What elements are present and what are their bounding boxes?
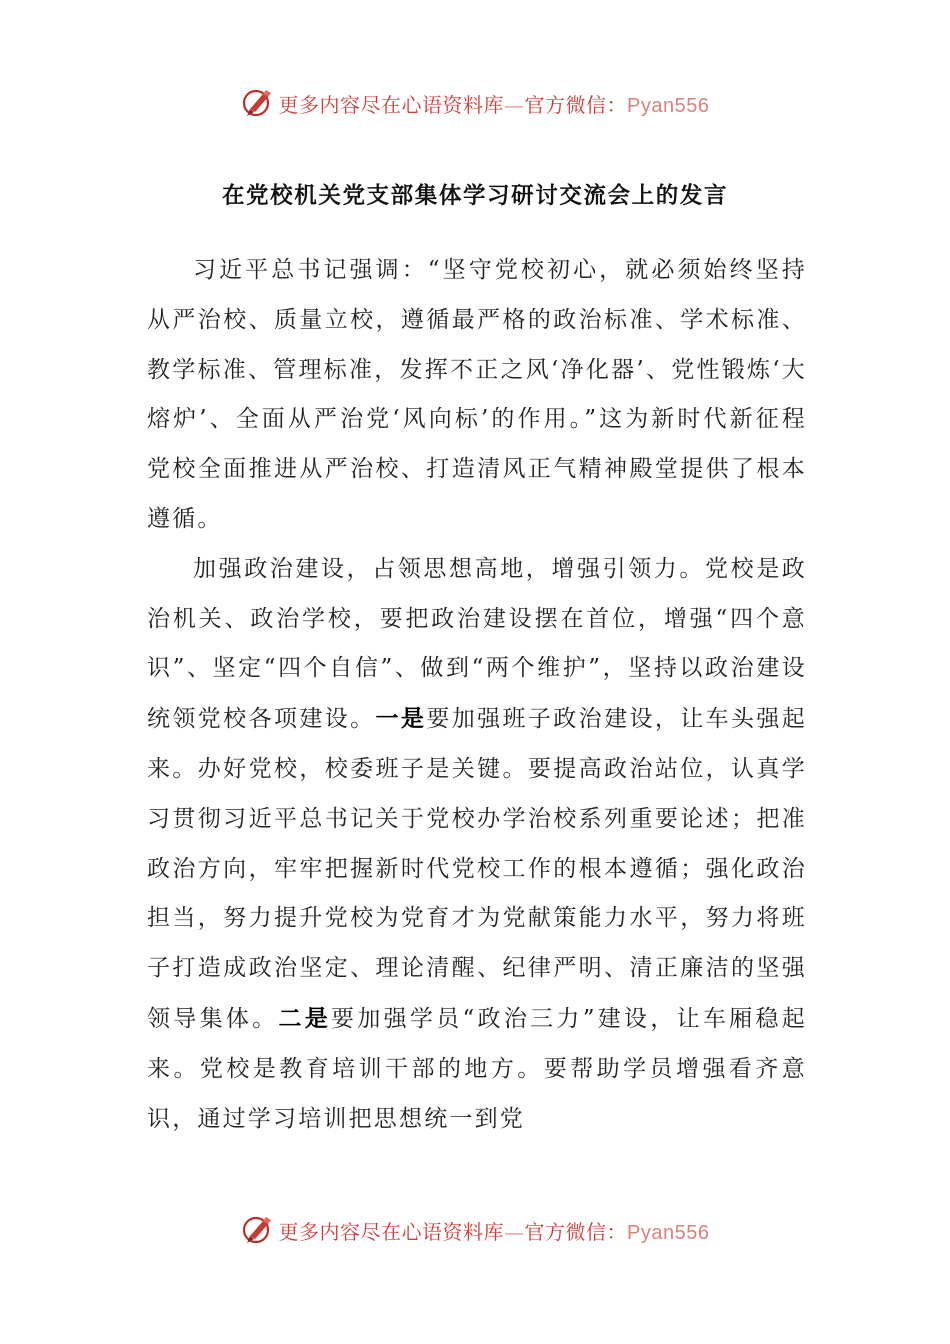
marker-second: 二是: [278, 1004, 332, 1032]
pen-seal-icon: [241, 86, 275, 120]
watermark-text: 更多内容尽在心语资料库—官方微信：Pyan556: [278, 92, 710, 117]
paragraph-1: 习近平总书记强调：“坚守党校初心，就必须始终坚持从严治校、质量立校，遵循最严格的政治标准、学术标准、教学标准、管理标准，发挥不正之风‘净化器’、党性锻炼‘大熔炉’、全面从严治党‘风向标’的作用。”这为新时代新征程党校全面推进从严治校、打造清风正气精神殿堂提供了根本遵循。: [147, 257, 807, 532]
document-title: 在党校机关党支部集体学习研讨交流会上的发言: [221, 183, 729, 209]
paragraph-2-text-b: 要加强班子政治建设，让车头强起来。办好党校，校委班子是关键。要提高政治站位，认真学习贯彻习近平总书记关于党校办学治校系列重要论述；把准政治方向，牢牢把握新时代党校工作的根本遵循；强化政治担当，努力提升党校为党育才为党献策能力水平，努力将班子打造成政治坚定、理论清醒、纪律严明、清正廉洁的坚强领导集体。: [147, 706, 808, 1032]
paragraph-2-text-c: 要加强学员“政治三力”建设，让车厢稳起来。党校是教育培训干部的地方。要帮助学员增强看齐意识，通过学习培训把思想统一到党: [147, 1005, 807, 1132]
watermark-text: 更多内容尽在心语资料库—官方微信：Pyan556: [278, 1219, 710, 1244]
document-body: [147, 246, 807, 1144]
watermark-header: [0, 83, 950, 123]
marker-first: 一是: [375, 705, 427, 733]
watermark-footer: [0, 1210, 950, 1250]
paragraph-2-text-a: 加强政治建设，占领思想高地，增强引领力。党校是政治机关、政治学校，要把政治建设摆在首位，增强“四个意识”、坚定“四个自信”、做到“两个维护”，坚持以政治建设统领党校各项建设。: [147, 555, 807, 733]
paragraph-2: [147, 545, 807, 1145]
pen-seal-icon: [241, 1213, 275, 1247]
